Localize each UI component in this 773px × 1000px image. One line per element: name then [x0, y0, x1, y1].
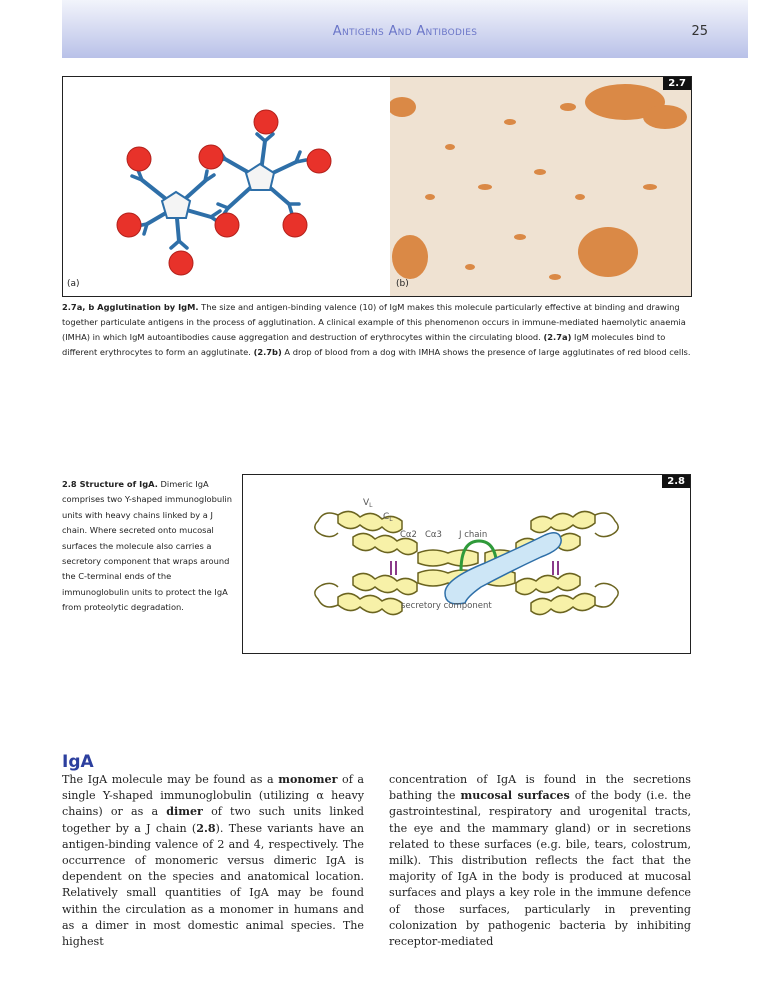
label-vl: V: [363, 498, 370, 508]
figure-2-7: [62, 76, 692, 297]
blood-smear-photo: [390, 77, 691, 296]
label-ca2: Cα2: [400, 530, 417, 540]
page-number: 25: [691, 24, 708, 39]
section-heading: IgA: [62, 752, 94, 772]
svg-text:CL: [383, 512, 393, 523]
label-vl-sub: L: [369, 502, 373, 509]
label-cl-sub: L: [389, 516, 393, 523]
label-secretory: secretory component: [401, 601, 492, 611]
figure-2-7-caption: 2.7a, b Agglutination by IgM. The size and antigen-binding valence (10) of IgM makes this molecule particularly effective at binding and drawing together particulate antigens in the process of agglutination. A clinical example of this phenomenon occurs in immune-mediated haemolytic anaemia (IMHA) in which IgM autoantibodies cause aggregation and destruction of erythrocytes within the circulating blood. (2.7a) IgM molecules bind to different erythrocytes to form an agglutinate. (2.7b) A drop of blood from a dog with IMHA shows the presence of large agglutinates of red blood cells.: [62, 302, 691, 357]
iga-structure-diagram: [243, 475, 690, 653]
panel-label-b: (b): [396, 279, 409, 289]
figure-tag: 2.8: [662, 475, 690, 488]
chapter-title: Antigens And Antibodies: [332, 24, 478, 39]
panel-label-a: (a): [67, 279, 80, 289]
body-column-left: The IgA molecule may be found as a monomer of a single Y-shaped immunoglobulin (utilizing α heavy chains) or as a dimer of two such units linked together by a J chain (2.8). These variants have an antigen-binding valence of 2 and 4, respectively. The occurrence of monomeric versus dimeric IgA is dependent on the species and anatomical location. Relatively small quantities of IgA may be found within the circulation as a monomer in humans and as a dimer in most domestic animal species. The highest: [62, 773, 365, 949]
figure-tag: 2.7: [663, 77, 691, 90]
label-cl: C: [383, 512, 390, 522]
body-column-right: concentration of IgA is found in the secretions bathing the mucosal surfaces of the body (i.e. the gastrointestinal, respiratory and urogenital tracts, the eye and the mammary gland) or in secretions related to these surfaces (e.g. bile, tears, colostrum, milk). This distribution reflects the fact that the majority of IgA in the body is produced at mucosal surfaces and plays a key role in the immune defence of those surfaces, particularly in preventing colonization by pathogenic bacteria by inhibiting receptor-mediated: [389, 773, 691, 949]
running-header: [62, 0, 748, 58]
figure-2-8-caption: 2.8 Structure of IgA. Dimeric IgA comprises two Y-shaped immunoglobulin units with heavy chains linked by a J chain. Where secreted onto mucosal surfaces the molecule also carries a secretory component that wraps around the C-terminal ends of the immunoglobulin units to protect the IgA from proteolytic degradation.: [62, 479, 232, 613]
figure-2-8: [242, 474, 691, 654]
svg-text:VL: [363, 498, 373, 509]
label-ca3: Cα3: [425, 530, 442, 540]
igm-agglutination-diagram: [63, 77, 390, 296]
label-jchain: J chain: [459, 530, 488, 540]
